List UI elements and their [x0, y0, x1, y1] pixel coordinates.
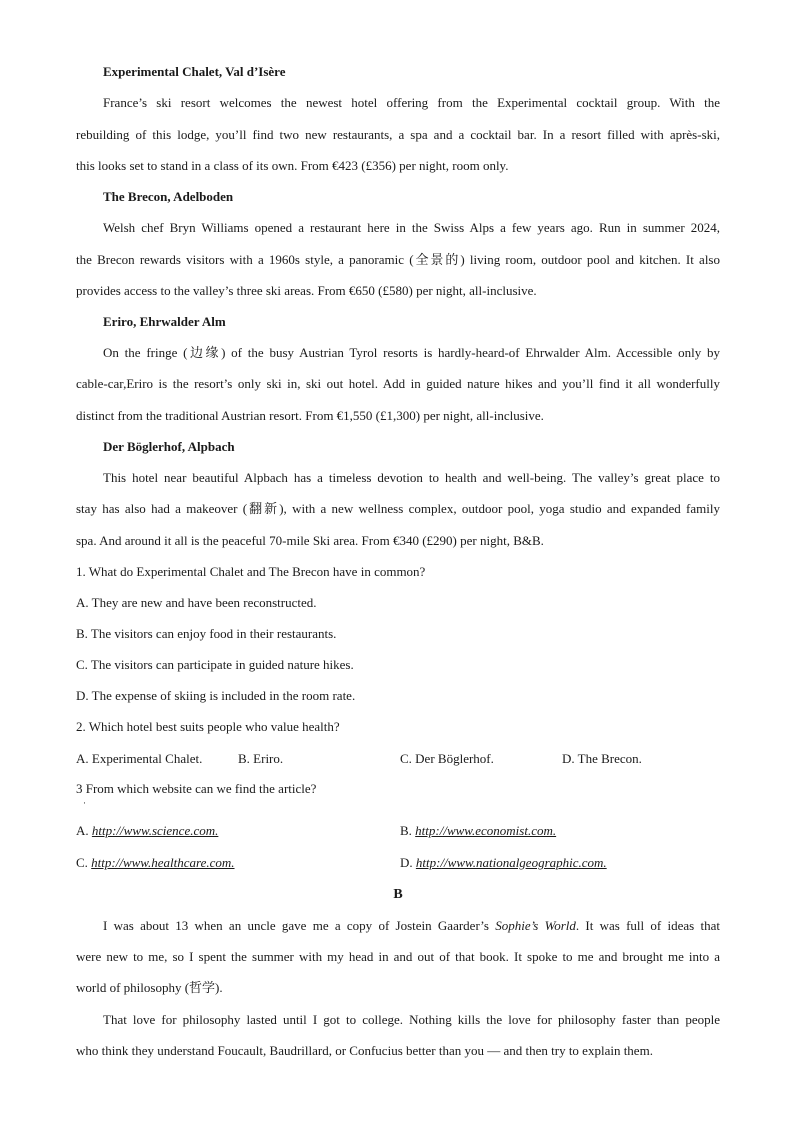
- answer-option: D. The Brecon.: [562, 751, 642, 766]
- paragraph-line: the Brecon rewards visitors with a 1960s style, a panoramic (全景的) living room, outdoor pool and kitchen. It also: [76, 252, 720, 267]
- website-link[interactable]: http://www.economist.com.: [415, 823, 557, 838]
- website-link[interactable]: http://www.nationalgeographic.com.: [415, 855, 607, 870]
- answer-option: B. The visitors can enjoy food in their restaurants.: [76, 626, 337, 641]
- answer-option: D. The expense of skiing is included in the room rate.: [76, 688, 356, 703]
- answer-option: [400, 823, 556, 839]
- paragraph-line: stay has also had a makeover (翻新), with a new wellness complex, outdoor pool, yoga studio and expanded family: [76, 501, 720, 516]
- question-stem: 2. Which hotel best suits people who value health?: [76, 719, 340, 734]
- paragraph-line: That love for philosophy lasted until I got to college. Nothing kills the love for philosophy faster than people: [103, 1012, 720, 1027]
- option-letter: D.: [400, 855, 413, 870]
- question-stem: 1. What do Experimental Chalet and The Brecon have in common?: [76, 564, 426, 579]
- website-link[interactable]: http://www.healthcare.com.: [91, 855, 235, 870]
- paragraph-line: rebuilding of this lodge, you’ll find two new restaurants, a spa and a cocktail bar. In a resort filled with après-ski,: [76, 127, 720, 142]
- answer-option: [76, 855, 235, 871]
- paragraph-line: Welsh chef Bryn Williams opened a restaurant here in the Swiss Alps a few years ago. Run in summer 2024,: [103, 220, 720, 235]
- paragraph-line: distinct from the traditional Austrian resort. From €1,550 (£1,300) per night, all-inclusive.: [76, 408, 544, 423]
- option-letter: B.: [400, 823, 412, 838]
- option-letter: A.: [76, 823, 89, 838]
- answer-option: B. Eriro.: [238, 751, 284, 766]
- hotel-heading: Der Böglerhof, Alpbach: [103, 439, 235, 454]
- answer-option: A. They are new and have been reconstructed.: [76, 595, 317, 610]
- answer-option: C. Der Böglerhof.: [400, 751, 494, 766]
- text-span: I was about 13 when an uncle gave me a copy of Jostein Gaarder’s: [103, 918, 496, 933]
- question-stem: 3 From which website can we find the article?: [76, 781, 317, 796]
- answer-option: [76, 823, 218, 839]
- book-title: Sophie’s World: [495, 918, 576, 933]
- website-link[interactable]: http://www.science.com.: [91, 823, 219, 838]
- hotel-heading: Experimental Chalet, Val d’Isère: [103, 64, 286, 79]
- option-letter: C.: [76, 855, 88, 870]
- stray-dot: ·: [83, 798, 86, 808]
- section-heading: B: [393, 887, 403, 902]
- paragraph-line: world of philosophy (哲学).: [76, 980, 223, 995]
- paragraph-line: were new to me, so I spent the summer with my head in and out of that book. It spoke to me and brought me into a: [76, 949, 720, 964]
- paragraph-line: who think they understand Foucault, Baudrillard, or Confucius better than you — and then try to explain them.: [76, 1043, 653, 1058]
- answer-option: [400, 855, 607, 871]
- answer-option: A. Experimental Chalet.: [76, 751, 203, 766]
- hotel-heading: Eriro, Ehrwalder Alm: [103, 314, 226, 329]
- paragraph-line: France’s ski resort welcomes the newest hotel offering from the Experimental cocktail group. With the: [103, 95, 720, 110]
- answer-option: C. The visitors can participate in guided nature hikes.: [76, 657, 354, 672]
- paragraph-line: This hotel near beautiful Alpbach has a timeless devotion to health and well-being. The valley’s great place to: [103, 470, 720, 485]
- paragraph-line: cable-car,Eriro is the resort’s only ski in, ski out hotel. Add in guided nature hikes and you’ll find it all wonderfully: [76, 376, 720, 391]
- text-span: . It was full of ideas that: [575, 918, 720, 933]
- paragraph-line: spa. And around it all is the peaceful 70-mile Ski area. From €340 (£290) per night, B&B.: [76, 533, 544, 548]
- hotel-heading: The Brecon, Adelboden: [103, 189, 234, 204]
- paragraph-line: [103, 918, 720, 934]
- paragraph-line: this looks set to stand in a class of its own. From €423 (£356) per night, room only.: [76, 158, 509, 173]
- paragraph-line: provides access to the valley’s three ski areas. From €650 (£580) per night, all-inclusive.: [76, 283, 537, 298]
- paragraph-line: On the fringe (边缘) of the busy Austrian Tyrol resorts is hardly-heard-of Ehrwalder Alm. Accessible only by: [103, 345, 720, 360]
